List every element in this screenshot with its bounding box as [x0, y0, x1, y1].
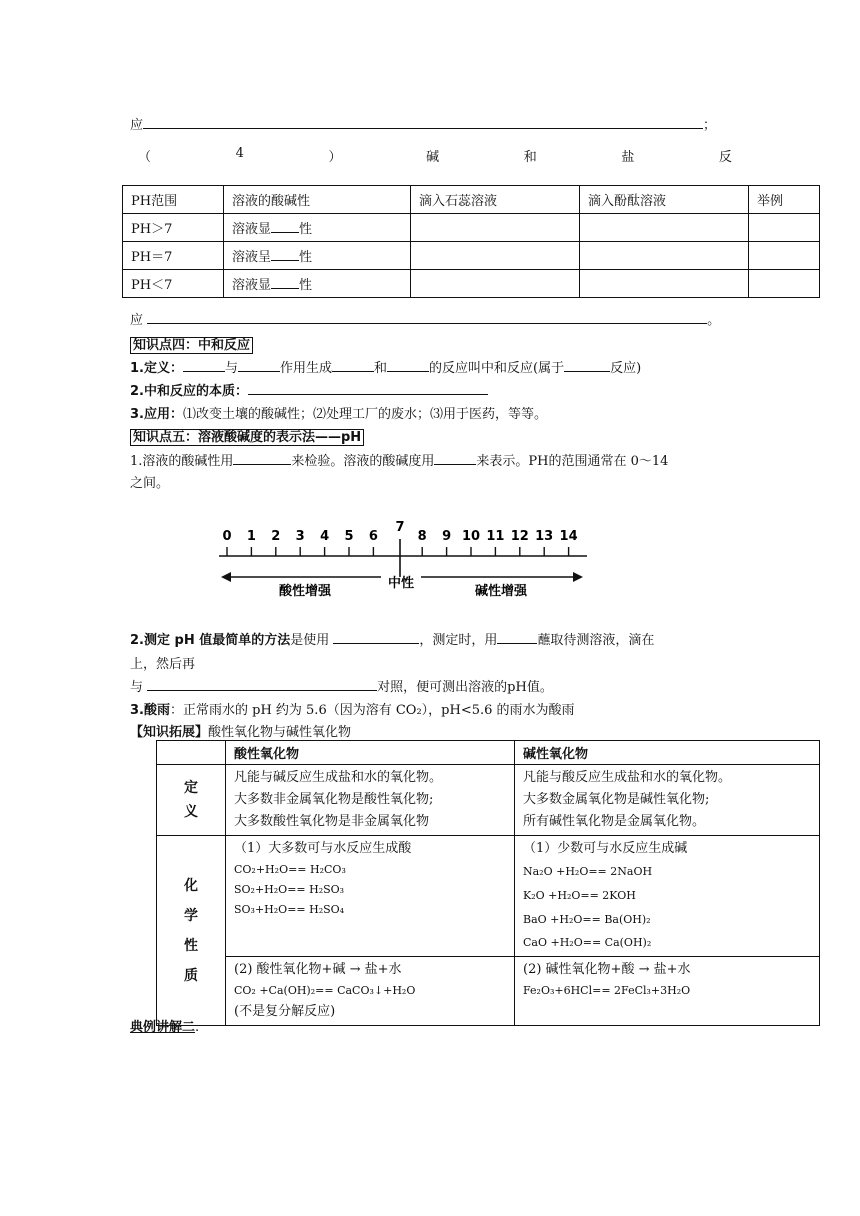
acid-rain-line: 3.酸雨：正常雨水的 pH 约为 5.6（因为溶有 CO₂），pH<5.6 的雨水为酸雨: [130, 703, 575, 718]
table-cell: 溶液呈 性: [224, 242, 411, 270]
table-header: 酸性氧化物: [226, 741, 515, 765]
ph-tick-label: 12: [510, 529, 529, 544]
blank[interactable]: [233, 451, 291, 465]
kp4-application: 3.应用：⑴改变土壤的酸碱性；⑵处理工厂的废水；⑶用于医药，等等。: [130, 407, 547, 422]
spread-line: [138, 146, 732, 165]
table-cell: 溶液显 性: [224, 214, 411, 242]
ph-tick-label: 13: [535, 529, 554, 544]
table-cell[interactable]: [411, 270, 580, 298]
blank[interactable]: [238, 358, 280, 372]
arrow-left-icon: [221, 572, 231, 582]
ph-tick-label: 10: [461, 529, 481, 544]
ph-tick-label: 8: [417, 529, 427, 544]
answer-line-2-prefix: 应: [130, 313, 144, 328]
row-label-chemistry: 化学性质: [157, 836, 226, 1026]
table-cell[interactable]: [580, 270, 749, 298]
spread-char: 盐: [621, 150, 635, 165]
acid-label: 酸性增强: [278, 584, 332, 599]
spread-char: 和: [523, 150, 537, 165]
table-cell: PH＝7: [123, 242, 224, 270]
kp5-paragraph-line2: 之间。: [130, 476, 170, 491]
blank[interactable]: [147, 677, 377, 691]
spread-char: 反: [718, 150, 732, 165]
blank[interactable]: [333, 630, 419, 644]
kp5-title: 知识点五：溶液酸碱度的表示法——pH: [130, 426, 364, 445]
answer-line-1-prefix: 应: [130, 118, 144, 133]
table-cell: 溶液显 性: [224, 270, 411, 298]
kp5-paragraph: 1.溶液的酸碱性用 来检验。溶液的酸碱度用 来表示。PH的范围通常在 0～14: [130, 450, 668, 469]
ph-tick-label: 5: [344, 529, 354, 544]
spread-char: ）: [328, 150, 342, 165]
table-header: 滴入石蕊溶液: [411, 186, 580, 214]
table-header: PH范围: [123, 186, 224, 214]
blank[interactable]: [332, 358, 374, 372]
table-row: [157, 765, 820, 836]
table-row: [123, 242, 820, 270]
table-cell: （1）大多数可与水反应生成酸 CO₂+H₂O== H₂CO₃ SO₂+H₂O== H₂SO₃ SO₃+H₂O== H₂SO₄: [226, 836, 515, 957]
ph-tick-label: 1: [246, 529, 256, 544]
table-cell: PH＜7: [123, 270, 224, 298]
ph-table: [122, 185, 820, 298]
answer-line-1-suffix: ；: [703, 118, 717, 133]
measure-line-3: 与 对照，便可测出溶液的pH值。: [130, 676, 553, 695]
table-cell: 凡能与碱反应生成盐和水的氧化物。 大多数非金属氧化物是酸性氧化物; 大多数酸性氧化物是非金属氧化物: [226, 765, 515, 836]
blank[interactable]: [147, 310, 707, 324]
ph-tick-label: 11: [486, 529, 505, 544]
neutral-label: 中性: [387, 576, 415, 591]
answer-line-2-suffix: 。: [707, 313, 721, 328]
kp4-definition: 1.定义： 与 作用生成 和 的反应叫中和反应(属于 反应): [130, 357, 641, 376]
row-label-definition: 定义: [157, 765, 226, 836]
table-row: [157, 836, 820, 957]
table-header: 滴入酚酞溶液: [580, 186, 749, 214]
table-cell: （1）少数可与水反应生成碱 Na₂O +H₂O== 2NaOH K₂O +H₂O== 2KOH BaO +H₂O== Ba(OH)₂ CaO +H₂O== Ca(OH)₂: [515, 836, 820, 957]
ph-tick-label: 6: [368, 529, 378, 544]
ph-tick-label: 0: [222, 529, 232, 544]
ph-tick-label: 7: [395, 520, 405, 535]
table-cell[interactable]: [580, 242, 749, 270]
ph-tick-label: 9: [442, 529, 452, 544]
table-cell[interactable]: [749, 242, 820, 270]
ph-tick-label: 14: [559, 529, 578, 544]
spread-char: 4: [235, 146, 244, 161]
blank[interactable]: [271, 247, 299, 261]
answer-line-2: [130, 309, 720, 328]
table-cell[interactable]: [580, 214, 749, 242]
blank[interactable]: [387, 358, 429, 372]
table-cell: PH＞7: [123, 214, 224, 242]
blank[interactable]: [497, 630, 537, 644]
table-cell: 凡能与酸反应生成盐和水的氧化物。 大多数金属氧化物是碱性氧化物; 所有碱性氧化物是金属氧化物。: [515, 765, 820, 836]
example-heading: 典例讲解二.: [130, 1020, 200, 1035]
table-cell: (2) 碱性氧化物+酸 → 盐+水 Fe₂O₃+6HCl== 2FeCl₃+3H₂O: [515, 957, 820, 1026]
extension-heading: 【知识拓展】酸性氧化物与碱性氧化物: [130, 725, 352, 740]
table-cell[interactable]: [749, 214, 820, 242]
table-corner: [157, 741, 226, 765]
spread-char: 碱: [426, 150, 440, 165]
measure-line-1: 2.测定 pH 值最简单的方法是使用 ，测定时，用 蘸取待测溶液，滴在: [130, 629, 654, 648]
table-cell[interactable]: [411, 242, 580, 270]
spread-char: （: [138, 150, 152, 165]
arrow-right-icon: [573, 572, 583, 582]
blank[interactable]: [271, 275, 299, 289]
blank[interactable]: [564, 358, 610, 372]
table-row: [123, 214, 820, 242]
table-row: [157, 957, 820, 1026]
table-row: [123, 270, 820, 298]
blank[interactable]: [434, 451, 476, 465]
table-cell: (2) 酸性氧化物+碱 → 盐+水 CO₂ +Ca(OH)₂== CaCO₃↓+H₂O (不是复分解反应): [226, 957, 515, 1026]
base-label: 碱性增强: [474, 584, 528, 599]
table-header: 碱性氧化物: [515, 741, 820, 765]
table-header-row: [123, 186, 820, 214]
blank[interactable]: [271, 219, 299, 233]
ph-tick-label: 4: [320, 529, 330, 544]
ph-tick-label: 3: [295, 529, 305, 544]
blank[interactable]: [183, 358, 225, 372]
blank[interactable]: [143, 115, 703, 129]
blank[interactable]: [248, 381, 488, 395]
table-header: 举例: [749, 186, 820, 214]
measure-line-2: 上，然后再: [130, 657, 196, 672]
answer-line-1: [130, 114, 730, 133]
ph-tick-label: 2: [271, 529, 281, 544]
ph-scale-diagram: [215, 515, 595, 605]
table-cell[interactable]: [749, 270, 820, 298]
kp4-title: 知识点四：中和反应: [130, 334, 253, 353]
kp4-essence: 2.中和反应的本质：: [130, 380, 488, 399]
table-cell[interactable]: [411, 214, 580, 242]
table-header: 溶液的酸碱性: [224, 186, 411, 214]
oxide-table: [156, 740, 820, 1026]
table-header-row: [157, 741, 820, 765]
